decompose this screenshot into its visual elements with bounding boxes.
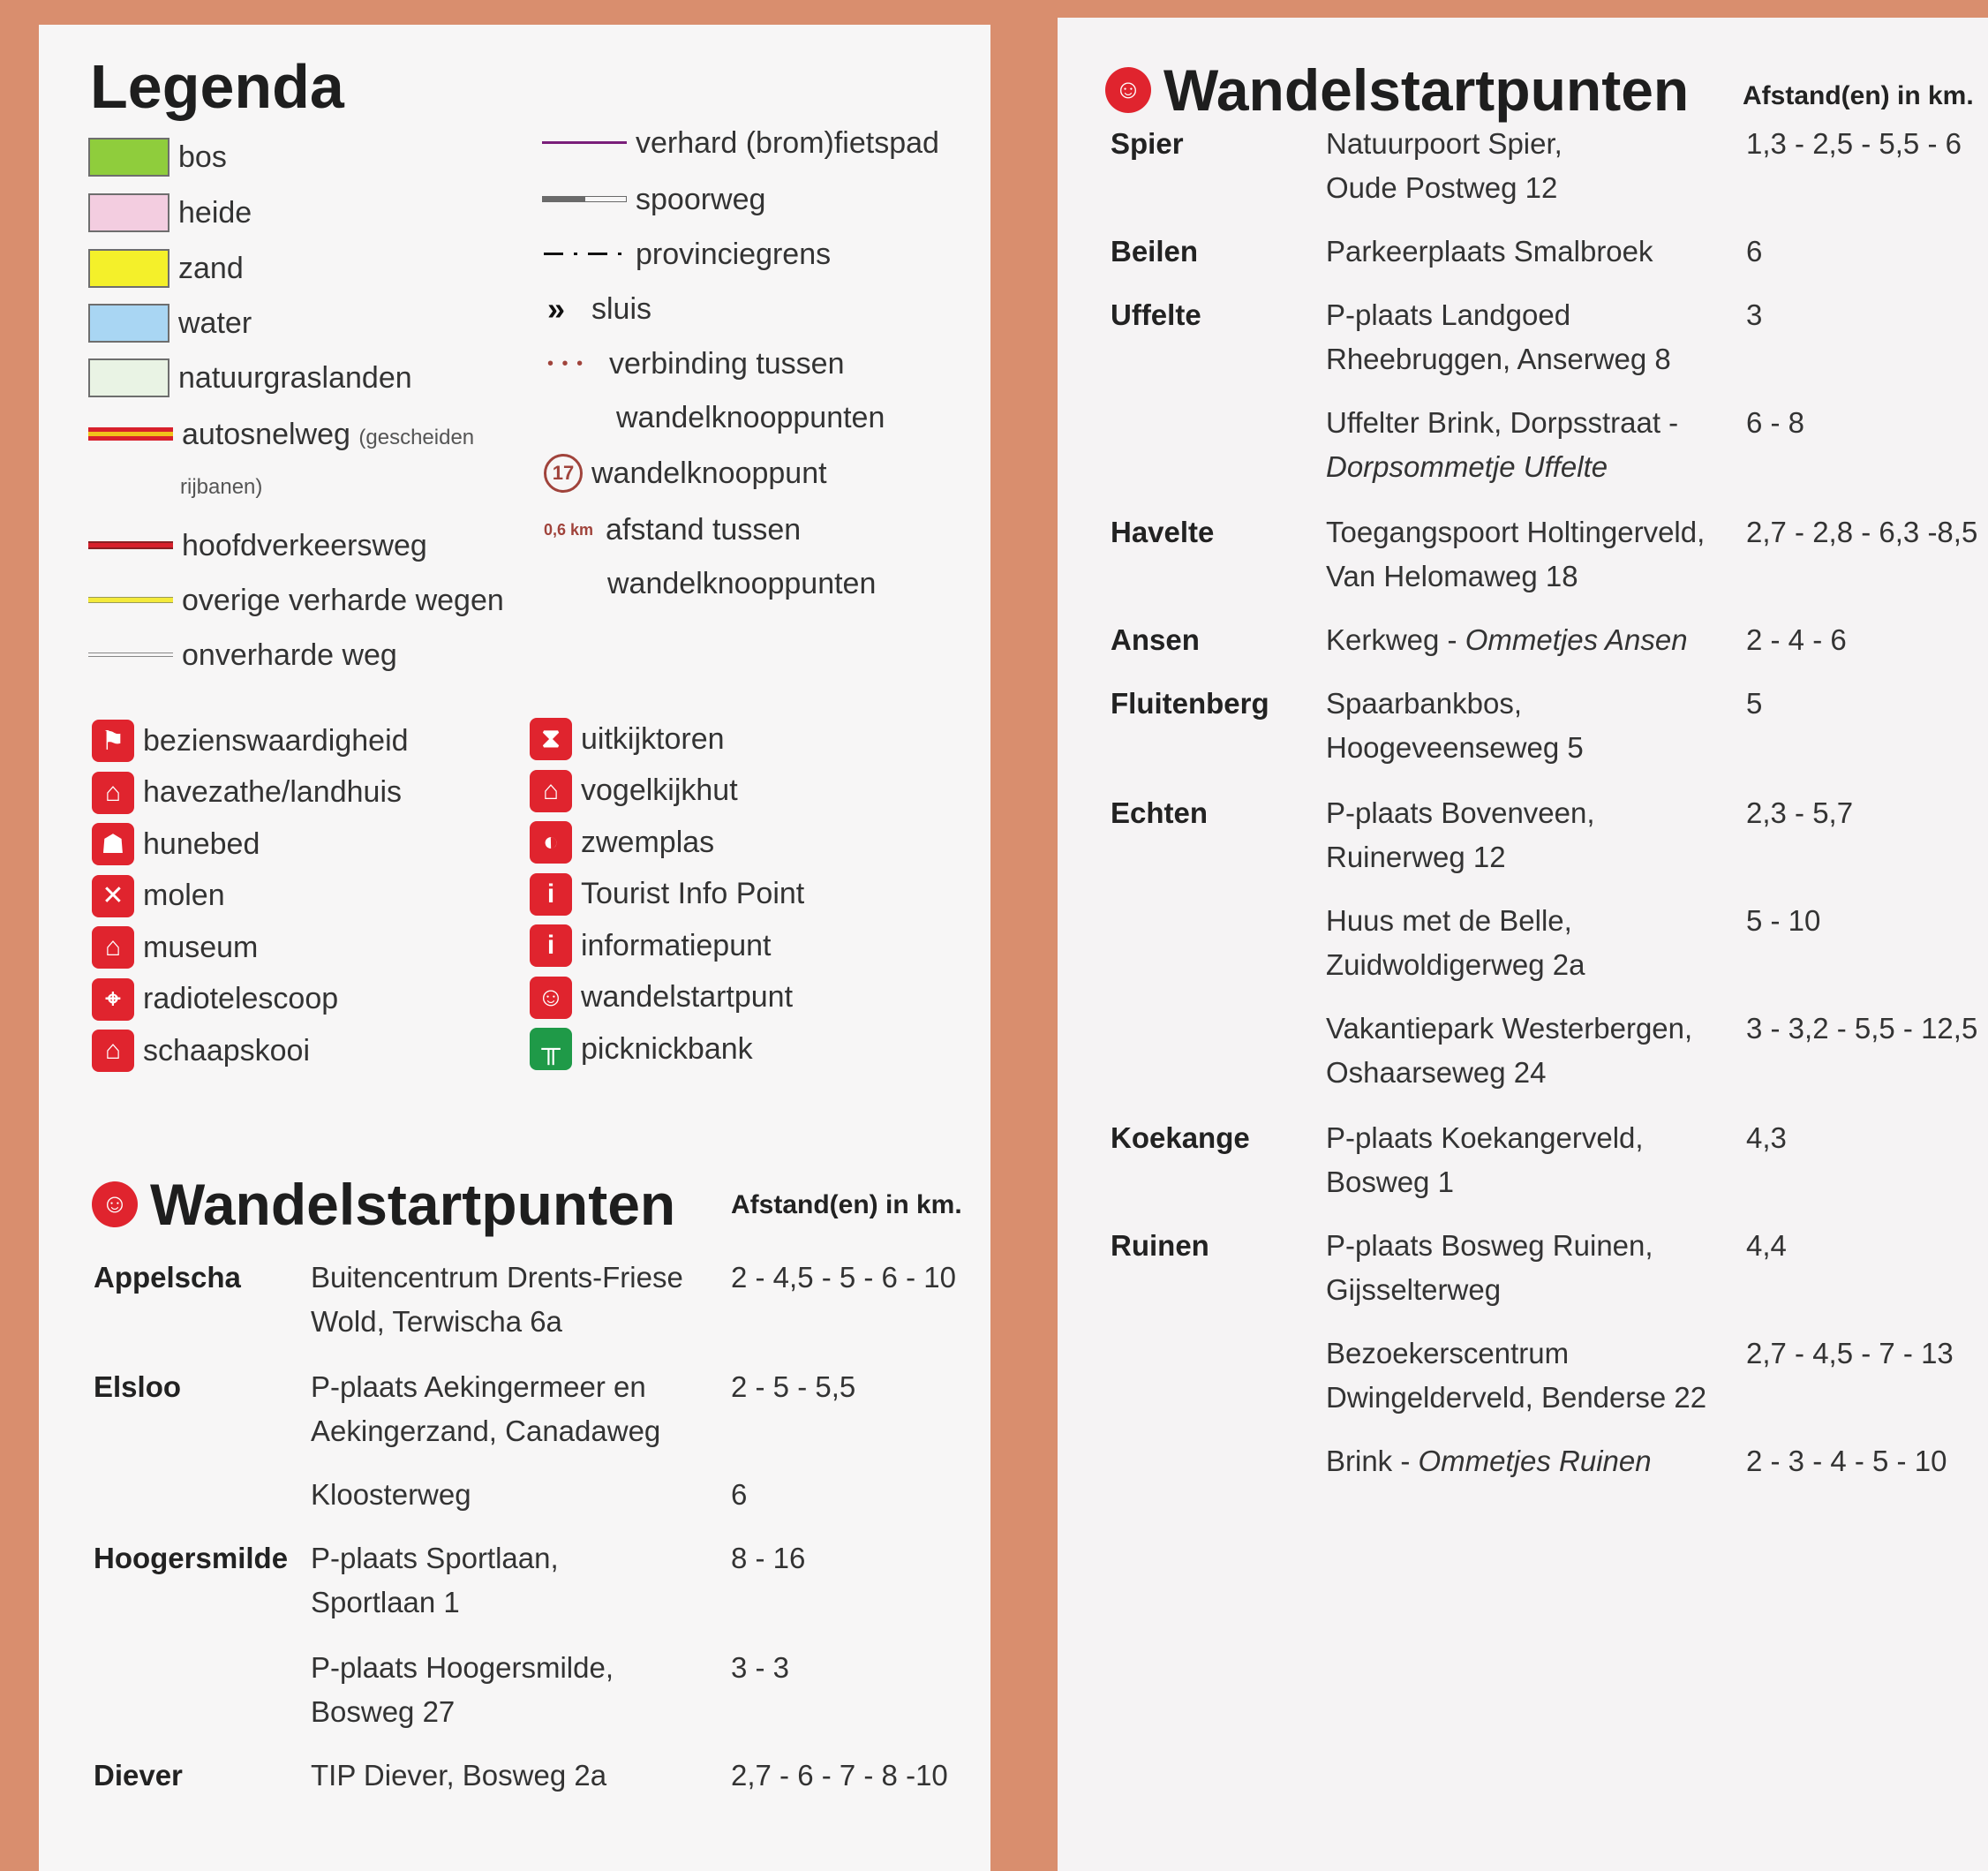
legend-icon-item <box>92 1029 310 1073</box>
walk-place-name: Koekange <box>1111 1121 1250 1154</box>
walk-place-name: Ruinen <box>1111 1229 1209 1262</box>
legend-icon-label: havezathe/landhuis <box>143 775 403 809</box>
legend-icon-label: picknickbank <box>581 1031 753 1066</box>
museum-icon: ⌂ <box>92 926 134 969</box>
walk-location: P-plaats Koekangerveld, Bosweg 1 <box>1326 1121 1644 1198</box>
walk-location: Bezoekerscentrum Dwingelderveld, Benderse 22 <box>1326 1337 1707 1414</box>
legend-icon-item <box>92 822 260 866</box>
province-border-line <box>542 247 627 261</box>
forest-swatch <box>88 138 169 177</box>
other-paved-road-line <box>88 593 173 607</box>
legend-icon-item <box>92 719 409 763</box>
main-road-line <box>88 539 173 553</box>
legend-item-provinciegrens: provinciegrens <box>542 233 831 275</box>
lookout-tower-icon: ⧗ <box>530 718 572 760</box>
legend-icon-label: molen <box>143 879 225 912</box>
flag-icon: ⚑ <box>92 720 134 762</box>
walk-distances: 1,3 - 2,5 - 5,5 - 6 <box>1746 127 1962 160</box>
walk-place-name: Uffelte <box>1111 298 1201 331</box>
walk-distances: 5 <box>1746 687 1763 720</box>
grassland-swatch <box>88 358 169 397</box>
water-swatch <box>88 304 169 343</box>
walk-location: Natuurpoort Spier, Oude Postweg 12 <box>1326 127 1563 204</box>
swimming-icon: ◐ <box>530 821 572 864</box>
lock-icon: » <box>547 290 566 327</box>
walker-icon: ☺ <box>1105 67 1151 113</box>
info-icon: i <box>530 924 572 967</box>
legend-item-afstand: 0,6 km afstand tussen <box>544 512 802 547</box>
walk-place-name: Ansen <box>1111 623 1200 656</box>
legend-item-natuurgraslanden: natuurgraslanden <box>88 357 412 399</box>
legend-item-spoorweg: spoorweg <box>542 178 765 221</box>
walk-location: P-plaats Landgoed Rheebruggen, Anserweg 8 <box>1326 298 1671 375</box>
legend-item-wandelknooppunt: 17 wandelknooppunt <box>544 452 827 494</box>
walk-location: Parkeerplaats Smalbroek <box>1326 235 1653 268</box>
walk-location: Kloosterweg <box>311 1478 471 1511</box>
legend-item-heide: heide <box>88 192 252 234</box>
legend-icon-label: uitkijktoren <box>581 721 725 756</box>
legend-icon-item <box>530 924 771 968</box>
walk-distances: 2,7 - 6 - 7 - 8 -10 <box>731 1759 948 1792</box>
legend-icon-label: bezienswaardigheid <box>143 723 409 758</box>
left-walks-heading: ☺ Wandelstartpunten <box>92 1171 675 1238</box>
tourist-info-icon: i <box>530 873 572 916</box>
connection-dots-icon: • • • <box>547 353 585 373</box>
walk-distances: 4,3 <box>1746 1121 1787 1154</box>
legend-icon-item <box>530 872 804 917</box>
walk-place-name: Diever <box>94 1759 183 1792</box>
walk-distances: 2 - 4 - 6 <box>1746 623 1847 656</box>
legend-icon-item <box>92 874 225 918</box>
walk-distances: 5 - 10 <box>1746 904 1821 937</box>
walk-location: P-plaats Bosweg Ruinen, Gijsselterweg <box>1326 1229 1653 1306</box>
walk-location: P-plaats Sportlaan, Sportlaan 1 <box>311 1542 559 1618</box>
unpaved-road-line <box>88 648 173 662</box>
legend-icon-item <box>92 977 338 1022</box>
walk-location: Spaarbankbos, Hoogeveenseweg 5 <box>1326 687 1584 764</box>
walk-location: Vakantiepark Westerbergen, Oshaarseweg 24 <box>1326 1012 1693 1089</box>
walk-place-name: Havelte <box>1111 516 1215 548</box>
afstand-continued: wandelknooppunten <box>607 567 877 600</box>
legend-icon-label: museum <box>143 930 259 964</box>
walker-icon: ☺ <box>92 1181 138 1227</box>
right-page <box>1058 18 1988 1871</box>
legend-icon-label: informatiepunt <box>581 928 772 962</box>
dolmen-icon: ☗ <box>92 823 134 865</box>
picnic-table-icon: ╥ <box>530 1028 572 1070</box>
walk-distances: 2 - 3 - 4 - 5 - 10 <box>1746 1445 1947 1477</box>
legend-icon-label: vogelkijkhut <box>581 773 738 807</box>
walk-location: Kerkweg - Ommetjes Ansen <box>1326 623 1688 656</box>
heath-swatch <box>88 193 169 232</box>
legend-icon-item <box>530 769 738 813</box>
legend-icon-label: schaapskooi <box>143 1033 311 1068</box>
walker-icon: ☺ <box>530 977 572 1019</box>
legend-item-bos: bos <box>88 136 227 178</box>
walk-place-name: Hoogersmilde <box>94 1542 289 1574</box>
legend-item-hoofdverkeersweg: hoofdverkeersweg <box>88 524 427 567</box>
left-distance-column-header: Afstand(en) in km. <box>731 1190 962 1219</box>
walk-distances: 3 - 3 <box>731 1651 790 1684</box>
walk-location: TIP Diever, Bosweg 2a <box>311 1759 607 1792</box>
walk-distances: 2,3 - 5,7 <box>1746 796 1854 829</box>
walk-place-name: Beilen <box>1111 235 1199 268</box>
legend-item-water: water <box>88 302 252 344</box>
bird-hide-icon: ⌂ <box>530 770 572 812</box>
walk-place-name: Elsloo <box>94 1370 182 1403</box>
legend-icon-item <box>92 925 258 969</box>
walk-distances: 2 - 5 - 5,5 <box>731 1370 856 1403</box>
railway-line <box>542 192 627 207</box>
walk-place-name: Spier <box>1111 127 1184 160</box>
walk-distances: 2,7 - 2,8 - 6,3 -8,5 <box>1746 516 1978 548</box>
walk-location: Buitencentrum Drents-Friese Wold, Terwischa 6a <box>311 1261 683 1338</box>
motorway-line <box>88 427 173 441</box>
legend-icon-item <box>530 820 714 864</box>
junction-number-icon: 17 <box>544 454 583 493</box>
right-walks-heading: ☺ Wandelstartpunten <box>1105 57 1689 124</box>
walk-distances: 6 <box>1746 235 1763 268</box>
legend-icon-label: wandelstartpunt <box>581 980 794 1014</box>
walk-location: P-plaats Bovenveen, Ruinerweg 12 <box>1326 796 1595 873</box>
legend-icon-label: hunebed <box>143 826 260 861</box>
legend-icon-label: zwemplas <box>581 825 715 859</box>
sheepfold-icon: ⌂ <box>92 1030 134 1072</box>
windmill-icon: ✕ <box>92 875 134 917</box>
radiotelescope-icon: ⌖ <box>92 978 134 1021</box>
motorway-note-continued: rijbanen) <box>180 475 263 499</box>
walk-location: Toegangspoort Holtingerveld, Van Helomaweg 18 <box>1326 516 1706 592</box>
left-page <box>39 25 990 1871</box>
walk-location: Huus met de Belle, Zuidwoldigerweg 2a <box>1326 904 1585 981</box>
legend-item-fietspad: verhard (brom)fietspad <box>542 122 939 164</box>
walk-distances: 2 - 4,5 - 5 - 6 - 10 <box>731 1261 956 1294</box>
manor-icon: ⌂ <box>92 772 134 814</box>
walk-distances: 6 - 8 <box>1746 406 1805 439</box>
right-distance-column-header: Afstand(en) in km. <box>1743 81 1974 110</box>
walk-distances: 3 - 3,2 - 5,5 - 12,5 <box>1746 1012 1978 1045</box>
legend-item-sluis: » sluis <box>547 290 652 327</box>
legend-icon-label: radiotelescoop <box>143 982 339 1015</box>
walk-distances: 4,4 <box>1746 1229 1787 1262</box>
legend-icon-item <box>92 771 402 815</box>
legend-icon-item <box>530 976 793 1020</box>
walk-distances: 6 <box>731 1478 748 1511</box>
verbinding-continued: wandelknooppunten <box>616 401 885 434</box>
walk-location: Brink - Ommetjes Ruinen <box>1326 1445 1652 1477</box>
walk-place-name: Appelscha <box>94 1261 241 1294</box>
page-gutter <box>990 0 1058 1871</box>
walk-distances: 2,7 - 4,5 - 7 - 13 <box>1746 1337 1954 1369</box>
legend-icon-label: Tourist Info Point <box>581 877 805 910</box>
walk-distances: 8 - 16 <box>731 1542 806 1574</box>
walk-location: P-plaats Hoogersmilde, Bosweg 27 <box>311 1651 614 1728</box>
cycle-path-line <box>542 136 627 150</box>
legend-item-verbinding: • • • verbinding tussen <box>547 346 845 381</box>
walk-location: Uffelter Brink, Dorpsstraat - Dorpsommetje Uffelte <box>1326 406 1679 483</box>
walk-place-name: Fluitenberg <box>1111 687 1269 720</box>
walk-distances: 3 <box>1746 298 1763 331</box>
legend-item-autosnelweg: autosnelweg (gescheiden <box>88 413 474 456</box>
legend-icon-item <box>530 717 725 761</box>
legend-item-zand: zand <box>88 247 244 290</box>
walk-place-name: Echten <box>1111 796 1209 829</box>
sand-swatch <box>88 249 169 288</box>
legend-title: Legenda <box>90 52 344 121</box>
legend-icon-item <box>530 1027 753 1071</box>
legend-item-overige-verharde-wegen: overige verharde wegen <box>88 579 504 622</box>
distance-marker: 0,6 km <box>544 520 594 539</box>
walk-location: P-plaats Aekingermeer en Aekingerzand, Canadaweg <box>311 1370 661 1447</box>
legend-item-onverharde-weg: onverharde weg <box>88 634 397 676</box>
